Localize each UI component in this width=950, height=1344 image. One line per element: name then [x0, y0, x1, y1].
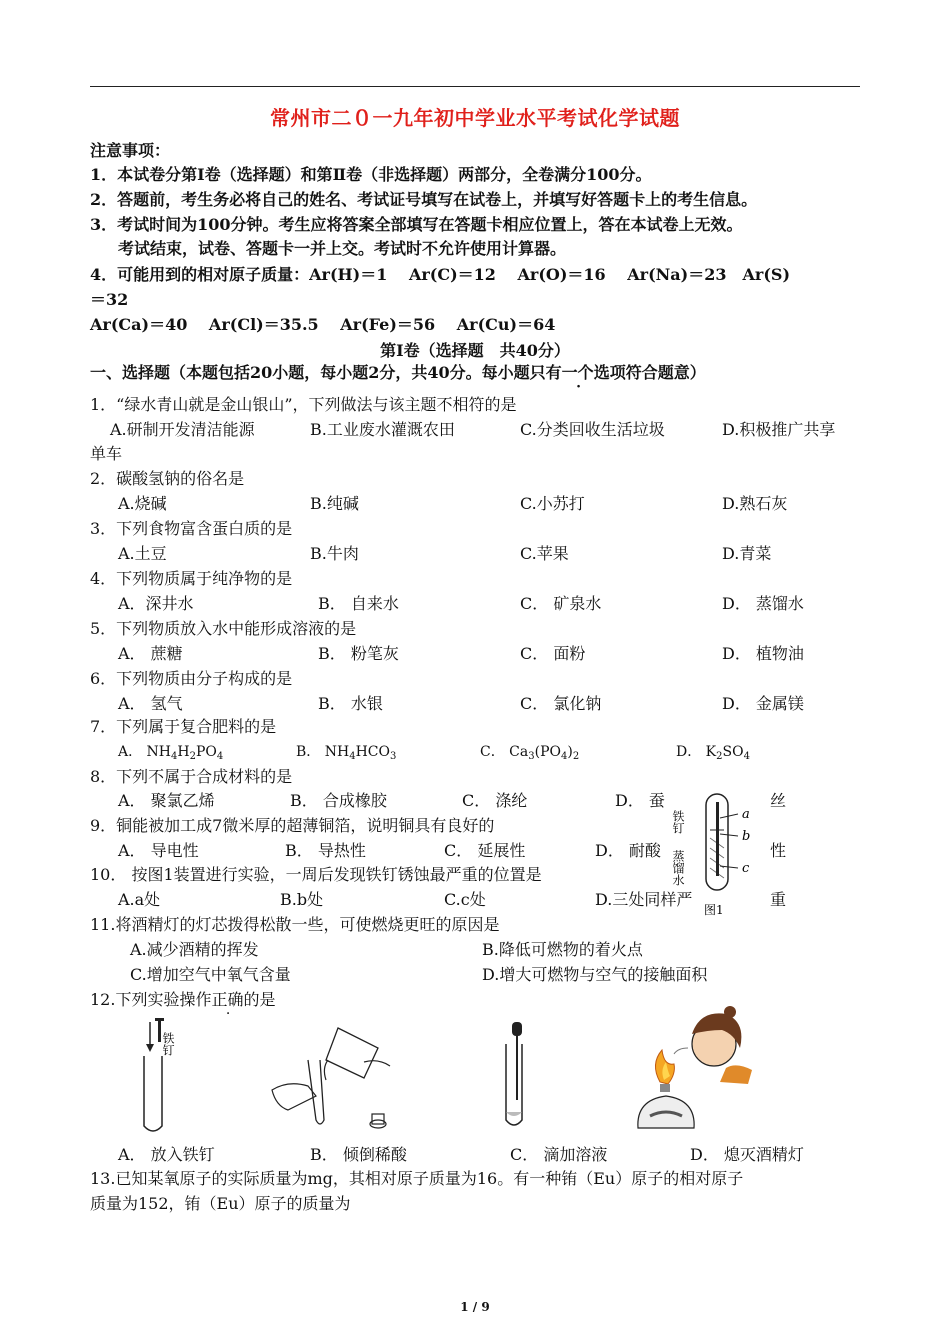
fig-label-b: b — [742, 829, 751, 844]
notice-item: 2．答题前，考生务必将自己的姓名、考试证号填写在试卷上，并填写好答题卡上的考生信息。 — [90, 190, 758, 209]
fig-water-label: 蒸馏水 — [671, 850, 685, 886]
question-5: 5．下列物质放入水中能形成溶液的是 — [90, 619, 357, 638]
question-wrap: 质量为152，铕（Eu）原子的质量为 — [90, 1194, 351, 1213]
add-solution-dropper-illustration — [494, 1020, 544, 1132]
option: C.增加空气中氧气含量 — [130, 965, 291, 984]
notice-item: Ar(Ca)＝40 Ar(Cl)＝35.5 Ar(Fe)＝56 Ar(Cu)＝64 — [90, 315, 556, 334]
option-formula: D． $K_2SO_4$ — [676, 744, 750, 762]
option: D.三处同样严 — [595, 890, 693, 909]
option: D． 熄灭酒精灯 — [690, 1145, 804, 1164]
pour-dilute-acid-illustration — [268, 1020, 398, 1136]
option: C． 矿泉水 — [520, 594, 602, 613]
page-title: 常州市二０一九年初中学业水平考试化学试题 — [270, 106, 680, 130]
option: B． 导热性 — [285, 841, 366, 860]
option: D.积极推广共享 — [722, 420, 836, 439]
notice-item: 4．可能用到的相对原子质量：Ar(H)＝1 Ar(C)＝12 Ar(O)＝16 Ar(Na)＝23 Ar(S) — [90, 265, 791, 284]
question-12: 12.下列实验操作正确的是 — [90, 990, 276, 1009]
option: A.减少酒精的挥发 — [130, 940, 259, 959]
question-2: 2．碳酸氢钠的俗名是 — [90, 469, 245, 488]
option-tail: 性 — [770, 841, 787, 860]
option-formula: A． $NH_4H_2PO_4$ — [118, 744, 224, 762]
option: B.工业废水灌溉农田 — [310, 420, 455, 439]
question-8: 8．下列不属于合成材料的是 — [90, 767, 293, 786]
question-7: 7．下列属于复合肥料的是 — [90, 717, 277, 736]
option: B.b处 — [280, 890, 324, 909]
option: C.小苏打 — [520, 494, 585, 513]
question-6: 6．下列物质由分子构成的是 — [90, 669, 293, 688]
option: D.熟石灰 — [722, 494, 788, 513]
notice-heading: 注意事项： — [90, 141, 171, 160]
option: B． 粉笔灰 — [318, 644, 399, 663]
fig-label-c: c — [742, 861, 750, 876]
option: D． 金属镁 — [722, 694, 804, 713]
option: C． 氯化钠 — [520, 694, 602, 713]
option: D． 蚕 — [615, 791, 665, 810]
question-9: 9．铜能被加工成7微米厚的超薄铜箔，说明铜具有良好的 — [90, 816, 495, 835]
option: A． 聚氯乙烯 — [118, 791, 215, 810]
option: D.青菜 — [722, 544, 772, 563]
figure-1-test-tube — [671, 790, 766, 922]
option-tail: 丝 — [770, 791, 787, 810]
page-number: 1 / 9 — [460, 1300, 490, 1314]
option: C． 涤纶 — [462, 791, 528, 810]
option: D.增大可燃物与空气的接触面积 — [482, 965, 708, 984]
option: B． 自来水 — [318, 594, 399, 613]
put-iron-nail-illustration — [138, 1016, 198, 1136]
question-4: 4．下列物质属于纯净物的是 — [90, 569, 293, 588]
option: A.研制开发清洁能源 — [110, 420, 255, 439]
option: C． 延展性 — [444, 841, 526, 860]
notice-item: ＝32 — [90, 290, 129, 309]
notice-item: 3．考试时间为100分钟。考生应将答案全部填写在答题卡相应位置上，答在本试卷上无效。 — [90, 215, 743, 234]
option: C.分类回收生活垃圾 — [520, 420, 665, 439]
option: B.降低可燃物的着火点 — [482, 940, 643, 959]
option: C.c处 — [444, 890, 486, 909]
option: A． 放入铁钉 — [118, 1145, 215, 1164]
option: A．深井水 — [118, 594, 194, 613]
extinguish-alcohol-lamp-illustration — [630, 1004, 760, 1136]
option: A． 氢气 — [118, 694, 183, 713]
option: A.a处 — [118, 890, 161, 909]
option-formula: C． $Ca_3(PO_4)_2$ — [480, 744, 580, 762]
option: D． 耐酸 — [595, 841, 661, 860]
option: C． 面粉 — [520, 644, 586, 663]
fig-nail-label: 铁钉 — [671, 810, 685, 834]
option: B.牛肉 — [310, 544, 359, 563]
question-11: 11.将酒精灯的灯芯拨得松散一些，可使燃烧更旺的原因是 — [90, 915, 500, 934]
figure-1-caption: 图1 — [704, 903, 724, 917]
question-wrap: 单车 — [90, 444, 123, 463]
option: B． 合成橡胶 — [290, 791, 387, 810]
option: C． 滴加溶液 — [510, 1145, 608, 1164]
notice-item: 1．本试卷分第Ⅰ卷（选择题）和第Ⅱ卷（非选择题）两部分，全卷满分100分。 — [90, 165, 652, 184]
question-3: 3．下列食物富含蛋白质的是 — [90, 519, 293, 538]
option: D． 植物油 — [722, 644, 804, 663]
top-rule — [90, 86, 860, 87]
option-formula: B． $NH_4HCO_3$ — [296, 744, 397, 762]
question-10: 10． 按图1装置进行实验，一周后发现铁钉锈蚀最严重的位置是 — [90, 865, 542, 884]
option: A.烧碱 — [118, 494, 167, 513]
section-heading: 第Ⅰ卷（选择题 共40分） — [380, 341, 570, 360]
option: D． 蒸馏水 — [722, 594, 804, 613]
notice-item: 考试结束，试卷、答题卡一并上交。考试时不允许使用计算器。 — [118, 239, 567, 258]
option: A． 导电性 — [118, 841, 199, 860]
option: A． 蔗糖 — [118, 644, 183, 663]
part1-heading: 一、选择题（本题包括20小题，每小题2分，共40分。每小题只有一个选项符合题意） — [90, 363, 706, 382]
option: C.苹果 — [520, 544, 569, 563]
fig-label-a: a — [742, 807, 750, 822]
question-1: 1．“绿水青山就是金山银山”，下列做法与该主题不相符的是 — [90, 395, 517, 414]
option: B． 倾倒稀酸 — [310, 1145, 407, 1164]
option: B.纯碱 — [310, 494, 359, 513]
option: B． 水银 — [318, 694, 383, 713]
iron-nail-label: 铁钉 — [161, 1032, 175, 1056]
option: A.土豆 — [118, 544, 167, 563]
question-13: 13.已知某氧原子的实际质量为mg，其相对原子质量为16。有一种铕（Eu）原子的相对原子 — [90, 1169, 744, 1188]
option-tail: 重 — [770, 890, 787, 909]
